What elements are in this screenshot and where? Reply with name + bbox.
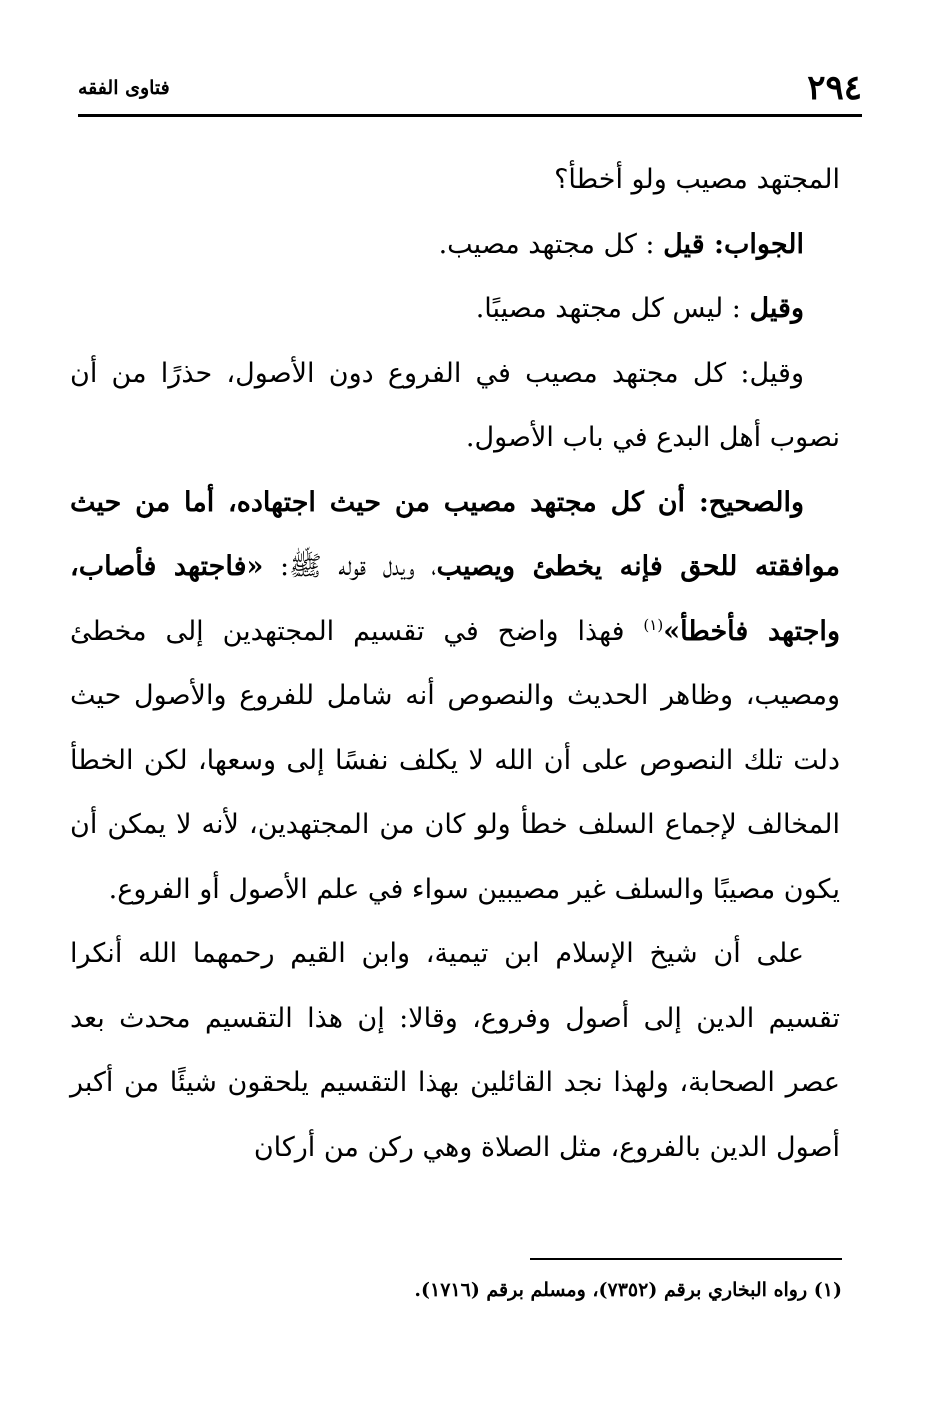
third-opinion-text: وقيل: كل مجتهد مصيب في الفروع دون الأصول، حذرًا من أن نصوب أهل البدع في باب الأصول.: [70, 357, 840, 453]
second-opinion-text: : ليس كل مجتهد مصيبًا.: [475, 293, 750, 324]
hadith-quote: «فاجتهد فأصاب، واجتهد فأخطأ»: [70, 551, 840, 647]
running-title: فتاوى الفقه: [78, 77, 170, 99]
paragraph-third-opinion: [70, 342, 840, 471]
footnote: (١) رواه البخاري برقم (٧٣٥٢)، ومسلم برقم (١٧١٦).: [414, 1279, 842, 1301]
header-rule: [78, 114, 862, 117]
paragraph-ibn-taymiyyah: [70, 922, 840, 1180]
paragraph-question: [70, 148, 840, 213]
footnote-reference[interactable]: (١): [643, 615, 664, 634]
ibn-taymiyyah-text: على أن شيخ الإسلام ابن تيمية، وابن القيم رحمهما الله أنكرا تقسيم الدين إلى أصول وفروع، وقالا: إن هذا التقسيم محدث بعد عصر الصحابة، ولهذا نجد القائلين بهذا التقسيم يلحقون شيئًا من أكبر أصول الدين بالفروع، مثل الصلاة وهي ركن من أركان: [70, 938, 840, 1163]
body-text: [70, 148, 840, 1180]
page-header: [78, 62, 862, 110]
second-opinion-label: وقيل: [749, 293, 804, 324]
correct-view-text-2: فهذا واضح في تقسيم المجتهدين إلى مخطئ ومصيب، وظاهر الحديث والنصوص أنه شامل للفروع والأصول حيث دلت تلك النصوص على أن الله لا يكلف نفسًا إلى وسعها، لكن الخطأ المخالف لإجماع السلف خطأ ولو كان من المجتهدين، لأنه لا يمكن أن يكون مصيبًا والسلف غير مصيبين سواء في علم الأصول أو الفروع.: [70, 615, 840, 905]
page-number: ٢٩٤: [807, 68, 862, 108]
correct-view-text-1: ، ويدل قوله ﷺ:: [263, 551, 437, 582]
answer-text: : كل مجتهد مصيب.: [438, 228, 664, 260]
correct-view-bold: والصحيح: أن كل مجتهد مصيب من حيث اجتهاده، أما من حيث موافقته للحق فإنه يخطئ ويصيب: [70, 486, 840, 582]
paragraph-second-opinion: [70, 277, 840, 342]
footnote-rule: [530, 1258, 842, 1260]
answer-label: الجواب: قيل: [663, 228, 804, 260]
paragraph-correct-view: [70, 471, 840, 923]
question-text: المجتهد مصيب ولو أخطأ؟: [554, 164, 840, 195]
paragraph-answer: [70, 213, 840, 278]
